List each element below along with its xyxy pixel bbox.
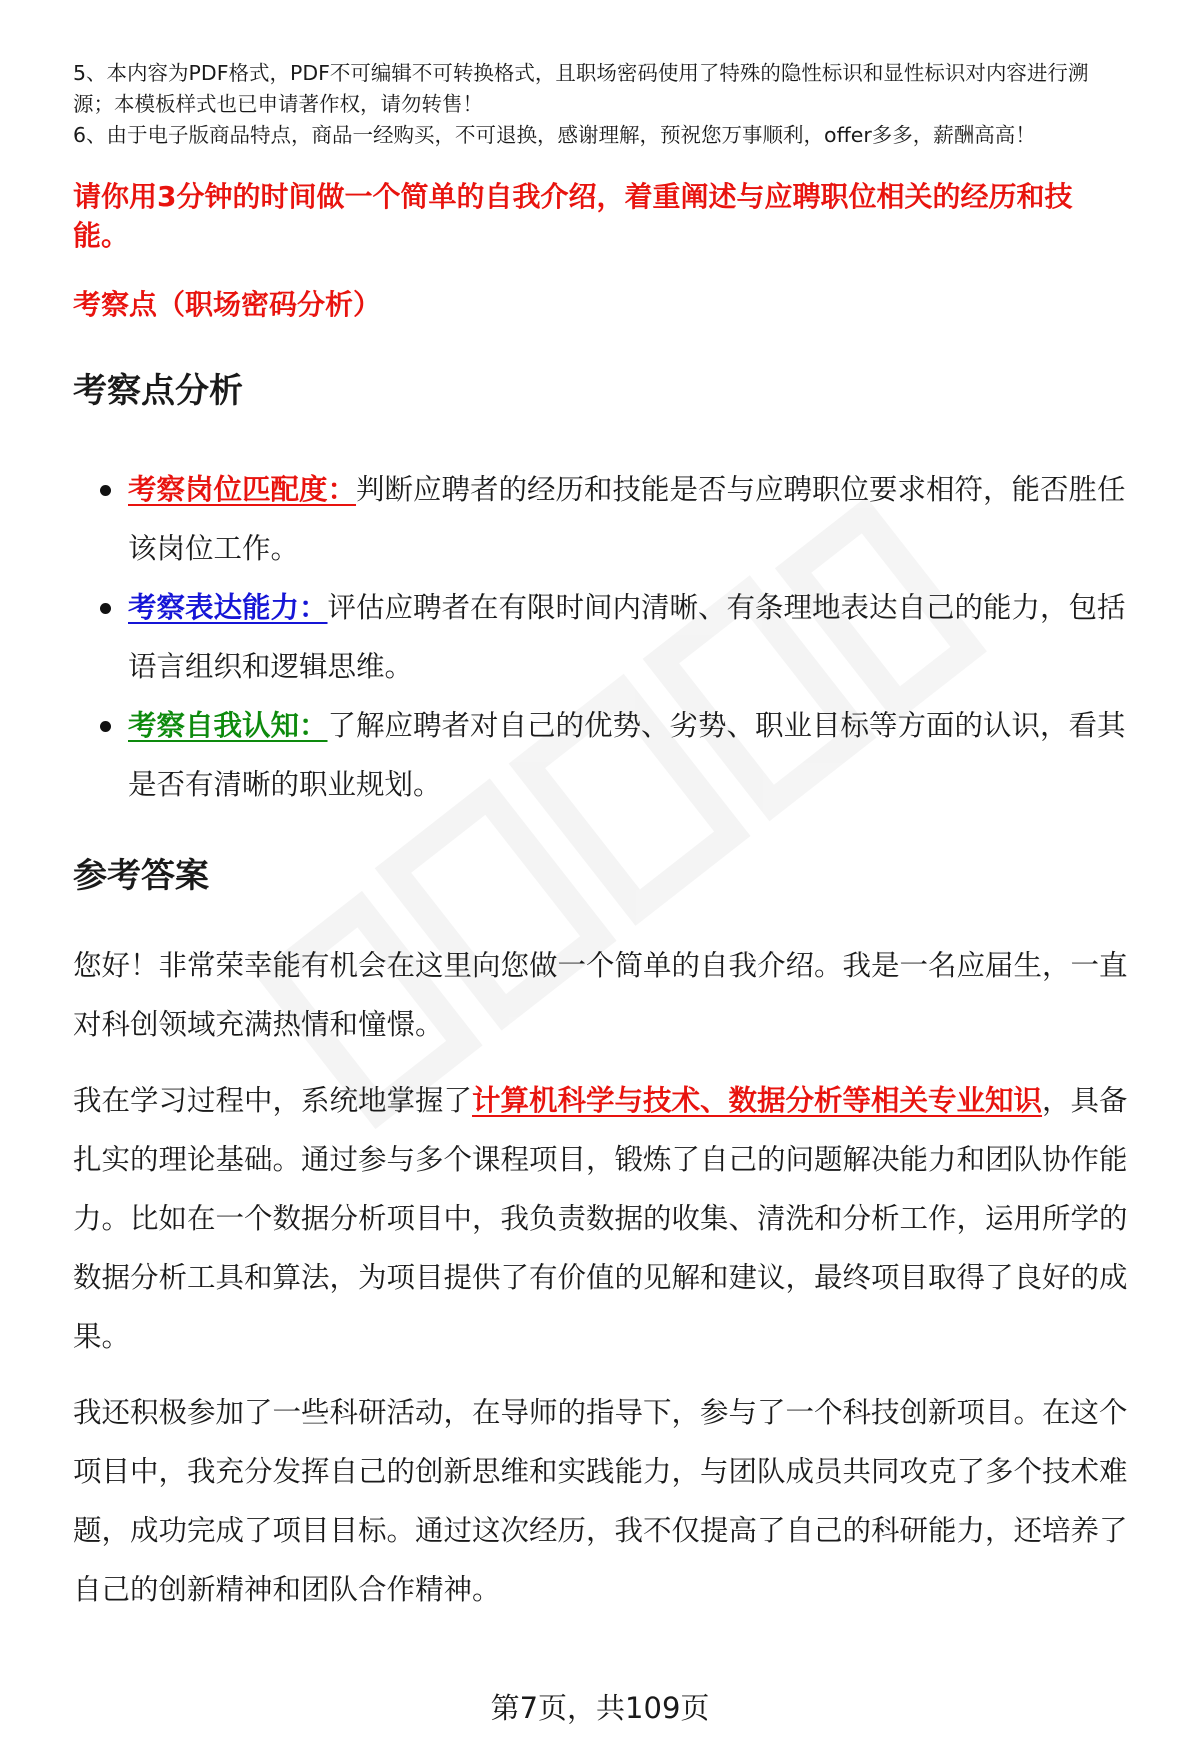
analysis-text: 评估应聘者在有限时间内清晰、有条理地表达自己的能力，包括语言组织和逻辑思维。 [128, 591, 1126, 683]
bullet-icon [100, 603, 111, 614]
answer-text: ，具备扎实的理论基础。通过参与多个课程项目，锻炼了自己的问题解决能力和团队协作能力。比如在一个数据分析项目中，我负责数据的收集、清洗和分析工作，运用所学的数据分析工具和算法，为项目提供了有价值的见解和建议，最终项目取得了良好的成果。 [73, 1084, 1128, 1353]
analysis-item-job-match [73, 460, 1128, 578]
analysis-item-self-awareness [73, 696, 1128, 814]
exam-point-label: 考察点（职场密码分析） [73, 288, 382, 321]
answer-text: 我在学习过程中，系统地掌握了 [73, 1084, 473, 1117]
answer-paragraph-3: 我还积极参加了一些科研活动，在导师的指导下，参与了一个科技创新项目。在这个项目中，我充分发挥自己的创新思维和实践能力，与团队成员共同攻克了多个技术难题，成功完成了项目目标。通过这次经历，我不仅提高了自己的科研能力，还培养了自己的创新精神和团队合作精神。 [73, 1396, 1128, 1606]
page-content [73, 58, 1128, 1619]
analysis-heading: 考察点分析 [73, 371, 243, 411]
answer-highlight: 计算机科学与技术、数据分析等相关专业知识 [472, 1084, 1043, 1117]
interview-question: 请你用3分钟的时间做一个简单的自我介绍，着重阐述与应聘职位相关的经历和技能。 [73, 180, 1073, 252]
analysis-item-expression [73, 578, 1128, 696]
analysis-keyword: 考察自我认知： [128, 709, 328, 742]
notice-6: 6、由于电子版商品特点，商品一经购买，不可退换，感谢理解，预祝您万事顺利，offer多多，薪酬高高！ [73, 123, 1036, 147]
analysis-text: 判断应聘者的经历和技能是否与应聘职位要求相符，能否胜任该岗位工作。 [128, 473, 1126, 565]
answer-paragraph-2 [73, 1071, 1128, 1366]
analysis-text: 了解应聘者对自己的优势、劣势、职业目标等方面的认识，看其是否有清晰的职业规划。 [128, 709, 1126, 801]
notice-5: 5、本内容为PDF格式，PDF不可编辑不可转换格式，且职场密码使用了特殊的隐性标识和显性标识对内容进行溯源；本模板样式也已申请著作权，请勿转售！ [73, 61, 1089, 116]
bullet-icon [100, 721, 111, 732]
page-number: 第7页，共109页 [490, 1691, 710, 1725]
analysis-keyword: 考察岗位匹配度： [128, 473, 357, 506]
answer-paragraph-1: 您好！非常荣幸能有机会在这里向您做一个简单的自我介绍。我是一名应届生，一直对科创领域充满热情和憧憬。 [73, 949, 1128, 1041]
bullet-icon [100, 485, 111, 496]
answer-heading: 参考答案 [73, 856, 209, 896]
analysis-keyword: 考察表达能力： [128, 591, 328, 624]
analysis-list [73, 460, 1128, 814]
